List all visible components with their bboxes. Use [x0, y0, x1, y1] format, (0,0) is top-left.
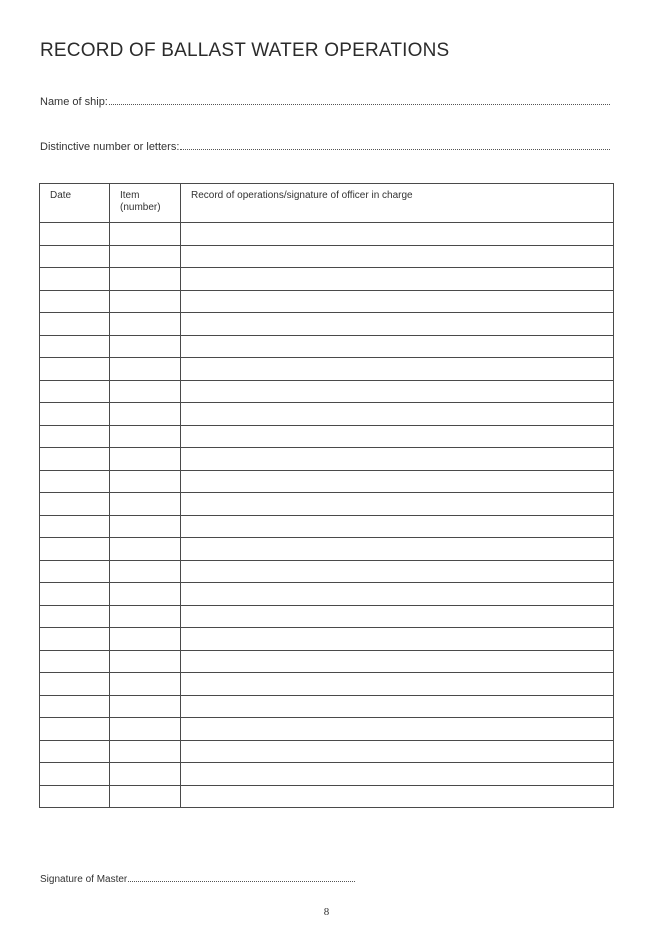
record-cell[interactable] [181, 538, 614, 561]
date-cell[interactable] [40, 358, 110, 381]
record-cell[interactable] [181, 268, 614, 291]
date-cell[interactable] [40, 583, 110, 606]
item-cell[interactable] [110, 605, 181, 628]
item-cell[interactable] [110, 695, 181, 718]
table-row [40, 538, 614, 561]
record-cell[interactable] [181, 718, 614, 741]
ship-name-dotted-line[interactable] [109, 95, 610, 105]
item-cell[interactable] [110, 560, 181, 583]
ballast-operations-table [39, 183, 614, 808]
date-cell[interactable] [40, 695, 110, 718]
date-cell[interactable] [40, 290, 110, 313]
table-row [40, 335, 614, 358]
table-header-row [40, 184, 614, 223]
record-cell[interactable] [181, 763, 614, 786]
master-signature-dotted-line[interactable] [128, 872, 355, 882]
record-cell[interactable] [181, 470, 614, 493]
record-cell[interactable] [181, 403, 614, 426]
record-cell[interactable] [181, 380, 614, 403]
table-row [40, 290, 614, 313]
date-cell[interactable] [40, 313, 110, 336]
date-cell[interactable] [40, 425, 110, 448]
table-row [40, 493, 614, 516]
item-cell[interactable] [110, 785, 181, 808]
date-cell[interactable] [40, 673, 110, 696]
distinctive-number-label: Distinctive number or letters: [40, 141, 180, 153]
header-item-label: Item (number) [120, 190, 161, 213]
table-row [40, 425, 614, 448]
table-row [40, 358, 614, 381]
table-row [40, 628, 614, 651]
distinctive-number-dotted-line[interactable] [180, 140, 610, 150]
item-cell[interactable] [110, 470, 181, 493]
date-cell[interactable] [40, 718, 110, 741]
table-row [40, 223, 614, 246]
table-row [40, 718, 614, 741]
date-cell[interactable] [40, 493, 110, 516]
record-cell[interactable] [181, 695, 614, 718]
date-cell[interactable] [40, 650, 110, 673]
item-cell[interactable] [110, 290, 181, 313]
item-cell[interactable] [110, 268, 181, 291]
record-cell[interactable] [181, 290, 614, 313]
record-cell[interactable] [181, 335, 614, 358]
item-cell[interactable] [110, 538, 181, 561]
table-row [40, 650, 614, 673]
date-cell[interactable] [40, 628, 110, 651]
table-row [40, 380, 614, 403]
record-cell[interactable] [181, 650, 614, 673]
item-cell[interactable] [110, 493, 181, 516]
date-cell[interactable] [40, 538, 110, 561]
item-cell[interactable] [110, 313, 181, 336]
item-cell[interactable] [110, 515, 181, 538]
record-cell[interactable] [181, 245, 614, 268]
table-row [40, 245, 614, 268]
item-cell[interactable] [110, 380, 181, 403]
item-cell[interactable] [110, 763, 181, 786]
table-row [40, 560, 614, 583]
item-cell[interactable] [110, 403, 181, 426]
table-row [40, 268, 614, 291]
date-cell[interactable] [40, 403, 110, 426]
record-cell[interactable] [181, 605, 614, 628]
date-cell[interactable] [40, 448, 110, 471]
item-cell[interactable] [110, 673, 181, 696]
table-row [40, 763, 614, 786]
record-cell[interactable] [181, 515, 614, 538]
record-cell[interactable] [181, 560, 614, 583]
record-cell[interactable] [181, 583, 614, 606]
table-row [40, 740, 614, 763]
date-cell[interactable] [40, 763, 110, 786]
date-cell[interactable] [40, 380, 110, 403]
ship-name-label: Name of ship: [40, 96, 108, 108]
record-cell[interactable] [181, 673, 614, 696]
record-cell[interactable] [181, 358, 614, 381]
table-row [40, 470, 614, 493]
date-cell[interactable] [40, 335, 110, 358]
item-cell[interactable] [110, 223, 181, 246]
item-cell[interactable] [110, 740, 181, 763]
table-row [40, 515, 614, 538]
ship-name-field[interactable] [40, 95, 610, 108]
date-cell[interactable] [40, 560, 110, 583]
table-row [40, 673, 614, 696]
header-date: Date [40, 184, 110, 223]
item-cell[interactable] [110, 425, 181, 448]
item-cell[interactable] [110, 358, 181, 381]
table-row [40, 695, 614, 718]
item-cell[interactable] [110, 718, 181, 741]
record-cell[interactable] [181, 785, 614, 808]
date-cell[interactable] [40, 785, 110, 808]
record-cell[interactable] [181, 740, 614, 763]
header-item [110, 184, 181, 223]
table-row [40, 785, 614, 808]
table-body [40, 223, 614, 808]
record-cell[interactable] [181, 223, 614, 246]
header-record: Record of operations/signature of officer in charge [181, 184, 614, 223]
record-cell[interactable] [181, 493, 614, 516]
table-row [40, 583, 614, 606]
table-row [40, 403, 614, 426]
date-cell[interactable] [40, 470, 110, 493]
page-title: RECORD OF BALLAST WATER OPERATIONS [40, 40, 450, 61]
master-signature-label: Signature of Master [40, 874, 128, 885]
page-number: 8 [323, 906, 330, 918]
date-cell[interactable] [40, 515, 110, 538]
table-row [40, 605, 614, 628]
distinctive-number-field[interactable] [40, 140, 610, 153]
item-cell[interactable] [110, 245, 181, 268]
item-cell[interactable] [110, 650, 181, 673]
date-cell[interactable] [40, 245, 110, 268]
item-cell[interactable] [110, 448, 181, 471]
item-cell[interactable] [110, 583, 181, 606]
item-cell[interactable] [110, 335, 181, 358]
table-row [40, 313, 614, 336]
record-cell[interactable] [181, 628, 614, 651]
table-row [40, 448, 614, 471]
date-cell[interactable] [40, 605, 110, 628]
record-cell[interactable] [181, 313, 614, 336]
record-cell[interactable] [181, 425, 614, 448]
master-signature-field[interactable] [40, 872, 355, 885]
date-cell[interactable] [40, 223, 110, 246]
item-cell[interactable] [110, 628, 181, 651]
date-cell[interactable] [40, 268, 110, 291]
record-cell[interactable] [181, 448, 614, 471]
date-cell[interactable] [40, 740, 110, 763]
